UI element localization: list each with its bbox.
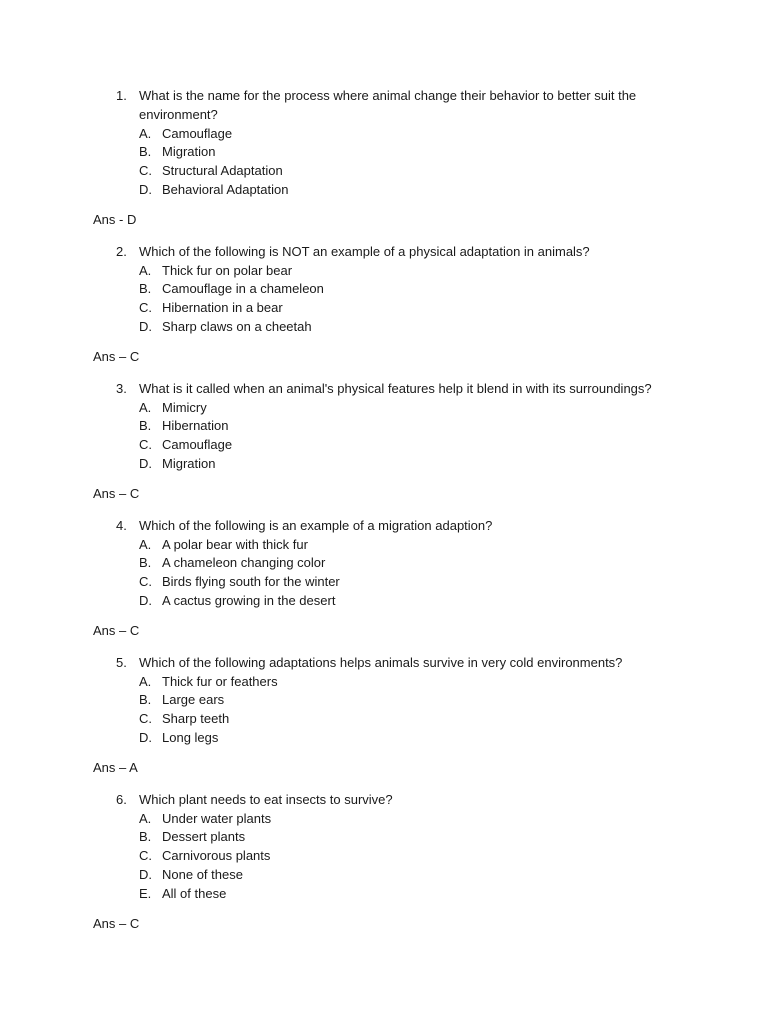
option-text: A cactus growing in the desert xyxy=(162,593,336,608)
option-text: Sharp teeth xyxy=(162,711,230,726)
option-text: A polar bear with thick fur xyxy=(162,537,308,552)
option-letter: B. xyxy=(139,144,152,159)
option-letter: D. xyxy=(139,319,152,334)
question-text: Which plant needs to eat insects to survive? xyxy=(139,792,393,807)
option-text: Mimicry xyxy=(162,400,207,415)
option-text: Camouflage xyxy=(162,126,233,141)
option-letter: C. xyxy=(139,574,152,589)
option-letter: D. xyxy=(139,867,152,882)
option-letter: B. xyxy=(139,692,152,707)
question-number: 3. xyxy=(116,381,127,396)
option-text: Sharp claws on a cheetah xyxy=(162,319,312,334)
option-text: All of these xyxy=(162,886,227,901)
question-text: Which of the following adaptations helps animals survive in very cold environments? xyxy=(139,655,623,670)
option-letter: E. xyxy=(139,886,152,901)
question-number: 6. xyxy=(116,792,127,807)
option-text: Dessert plants xyxy=(162,829,246,844)
question-text: Which of the following is NOT an example of a physical adaptation in animals? xyxy=(139,244,590,259)
option-text: Camouflage in a chameleon xyxy=(162,281,324,296)
question-number: 2. xyxy=(116,244,127,259)
option-text: A chameleon changing color xyxy=(162,555,326,570)
answer-line: Ans – C xyxy=(93,623,140,638)
option-text: Hibernation in a bear xyxy=(162,300,283,315)
option-text: Thick fur or feathers xyxy=(162,674,278,689)
option-letter: A. xyxy=(139,263,152,278)
option-text: Thick fur on polar bear xyxy=(162,263,293,278)
option-letter: B. xyxy=(139,829,152,844)
answer-line: Ans - D xyxy=(93,212,137,227)
option-text: Camouflage xyxy=(162,437,233,452)
answer-line: Ans – A xyxy=(93,760,138,775)
option-letter: D. xyxy=(139,456,152,471)
option-letter: C. xyxy=(139,848,152,863)
answer-line: Ans – C xyxy=(93,349,140,364)
option-text: Migration xyxy=(162,144,216,159)
option-letter: A. xyxy=(139,126,152,141)
option-letter: D. xyxy=(139,730,152,745)
option-text: Carnivorous plants xyxy=(162,848,271,863)
option-letter: C. xyxy=(139,163,152,178)
option-letter: A. xyxy=(139,811,152,826)
option-text: None of these xyxy=(162,867,243,882)
option-letter: C. xyxy=(139,300,152,315)
question-text: Which of the following is an example of a migration adaption? xyxy=(139,518,493,533)
option-letter: D. xyxy=(139,182,152,197)
option-text: Behavioral Adaptation xyxy=(162,182,289,197)
option-letter: A. xyxy=(139,400,152,415)
option-text: Long legs xyxy=(162,730,219,745)
answer-line: Ans – C xyxy=(93,916,140,931)
option-text: Large ears xyxy=(162,692,225,707)
option-letter: B. xyxy=(139,281,152,296)
option-letter: A. xyxy=(139,537,152,552)
option-text: Birds flying south for the winter xyxy=(162,574,340,589)
option-letter: B. xyxy=(139,555,152,570)
option-text: Under water plants xyxy=(162,811,272,826)
question-text: What is the name for the process where animal change their behavior to better suit the environment? xyxy=(139,88,637,122)
question-number: 4. xyxy=(116,518,127,533)
option-text: Structural Adaptation xyxy=(162,163,283,178)
question-number: 1. xyxy=(116,88,127,103)
option-letter: C. xyxy=(139,711,152,726)
answer-line: Ans – C xyxy=(93,486,140,501)
option-letter: B. xyxy=(139,418,152,433)
question-number: 5. xyxy=(116,655,127,670)
option-letter: C. xyxy=(139,437,152,452)
option-letter: A. xyxy=(139,674,152,689)
option-text: Migration xyxy=(162,456,216,471)
option-letter: D. xyxy=(139,593,152,608)
option-text: Hibernation xyxy=(162,418,229,433)
question-text: What is it called when an animal's physical features help it blend in with its surroundings? xyxy=(139,381,652,396)
